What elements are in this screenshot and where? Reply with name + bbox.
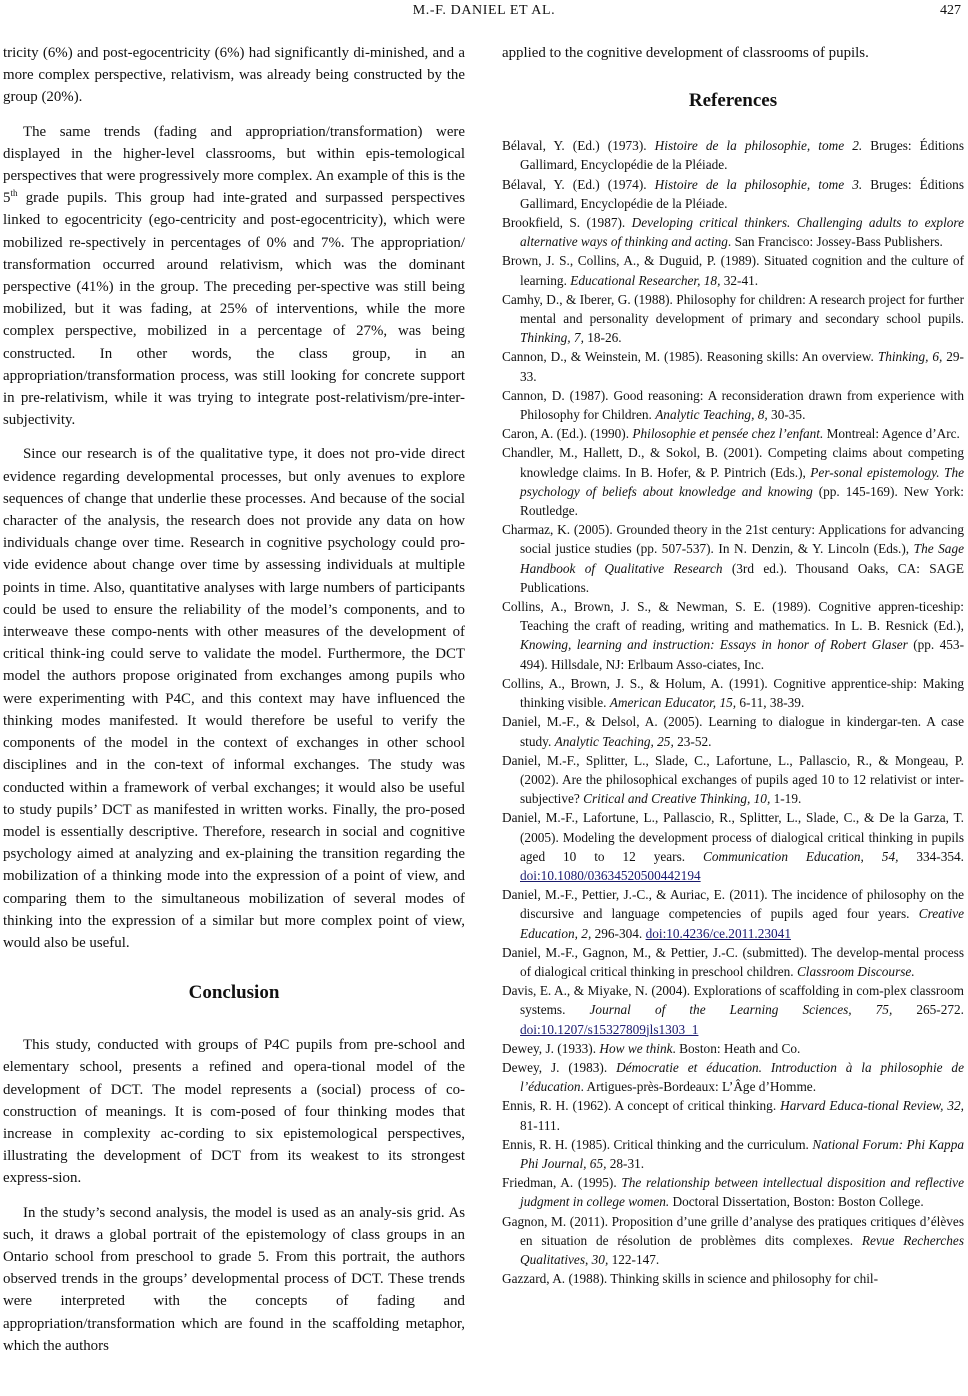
running-header bbox=[0, 0, 968, 22]
reference-source: How we think bbox=[599, 1040, 673, 1056]
reference-source: Analytic Teaching, 25, bbox=[554, 733, 674, 749]
reference-entry bbox=[502, 1269, 964, 1288]
reference-text: Dewey, J. (1933). bbox=[502, 1040, 600, 1056]
paragraph-text: grade pupils. This group had inte-grated and surpassed perspectives linked to egocentricity (ego-centricity and post-egocentricity), which were mobilized re-spectively in percentages of 0% and 7%. The appropriation/ transformation occurred around relativism, which was the dominant perspective (41%) in the group. The preceding per-spective was still being mobilized, but it was fading, at 25% of interventions, while the more complex perspective, mobilized in a percentage of 27%, was being constructed. In other words, the class group, in an appropriation/transformation process, was still looking for concrete support in pre-relativism, while it was trying to integrate post-relativism/pre-inter-subjectivity. bbox=[3, 190, 465, 429]
reference-source: Journal of the Learning Sciences, 75, bbox=[589, 1002, 893, 1018]
paragraph: In the study’s second analysis, the model is used as an analy-sis grid. As such, it draws a global portrait of the epistemology of class groups in an Ontario school from preschool to grade 5. From this portrait, the authors observed trends in the groups’ developmental process of DCT. These trends were interpreted with the concepts of fading and appropriation/transformation which are found in the scaffolding metaphor, which the authors bbox=[3, 1204, 465, 1354]
reference-source: Educational Researcher, 18, bbox=[570, 272, 721, 288]
reference-entry bbox=[502, 712, 964, 750]
reference-text: Cannon, D., & Weinstein, M. (1985). Reasoning skills: An overview. bbox=[502, 349, 878, 365]
reference-entry bbox=[502, 885, 964, 943]
reference-text: 29-33. bbox=[520, 349, 964, 384]
reference-text: Collins, A., Brown, J. S., & Newman, S. E. (1989). Cognitive appren-ticeship: Teaching the craft of reading, writing and mathematics. In L. B. Resnick (Ed.), bbox=[502, 599, 964, 634]
reference-text: 30-35. bbox=[767, 407, 806, 423]
reference-text: 1-19. bbox=[770, 791, 802, 807]
reference-entry bbox=[502, 251, 964, 289]
reference-source: The Sage Handbook of Qualitative Research bbox=[520, 541, 964, 576]
paragraph bbox=[3, 121, 465, 432]
reference-text: Friedman, A. (1995). bbox=[502, 1175, 622, 1191]
reference-source: Histoire de la philosophie, tome 3. bbox=[654, 176, 863, 192]
paragraph: applied to the cognitive development of classrooms of pupils. bbox=[502, 45, 869, 61]
reference-entry bbox=[502, 443, 964, 520]
reference-text: 28-31. bbox=[606, 1155, 645, 1171]
reference-text: (pp. 453-494). Hillsdale, NJ: Erlbaum Asso-ciates, Inc. bbox=[520, 637, 965, 672]
reference-text: . San Francisco: Jossey-Bass Publishers. bbox=[727, 234, 943, 250]
reference-source: Thinking, 6, bbox=[877, 349, 943, 365]
reference-source: Communication Education, 54, bbox=[703, 848, 899, 864]
reference-text: (3rd ed.). Thousand Oaks, CA: SAGE Publications. bbox=[520, 560, 965, 595]
reference-source: Creative Education, 2, bbox=[520, 906, 964, 941]
reference-text: 18-26. bbox=[583, 330, 622, 346]
reference-source: Developing critical thinkers. Challenging adults to explore alternative ways of thinking and acting bbox=[520, 215, 964, 250]
reference-text: Gazzard, A. (1988). Thinking skills in science and philosophy for chil- bbox=[502, 1271, 879, 1287]
reference-text: Bélaval, Y. (Ed.) (1974). bbox=[502, 176, 655, 192]
reference-entry bbox=[502, 674, 964, 712]
references-heading: References bbox=[688, 90, 778, 112]
reference-entry bbox=[502, 597, 964, 674]
superscript: th bbox=[10, 188, 18, 199]
reference-source: Histoire de la philosophie, tome 2. bbox=[654, 138, 863, 154]
reference-source: Revue Recherches Qualitatives bbox=[520, 1232, 964, 1267]
reference-source: Classroom Discourse. bbox=[796, 963, 915, 979]
paragraph-text: The same trends (fading and appropriation/transformation) were displayed in the higher-level classrooms, but within epis-temological perspectives that were progressively more complex. An example of this is the 5 bbox=[3, 123, 465, 207]
reference-entry bbox=[502, 290, 964, 348]
reference-text: Brown, J. S., Collins, A., & Duguid, P. (1989). Situated cognition and the culture of learning. bbox=[502, 253, 964, 288]
reference-text: Caron, A. (Ed.). (1990). bbox=[502, 426, 633, 442]
reference-source: Per-sonal epistemology. The psychology of beliefs about knowledge and knowing bbox=[520, 464, 964, 499]
reference-text: Brookfield, S. (1987). bbox=[502, 215, 632, 231]
reference-text: Bélaval, Y. (Ed.) (1973). bbox=[502, 138, 655, 154]
reference-entry bbox=[502, 1058, 964, 1096]
reference-text: . Boston: Heath and Co. bbox=[672, 1040, 801, 1056]
reference-source: Thinking, 7, bbox=[520, 330, 584, 346]
paragraph: Since our research is of the qualitative type, it does not pro-vide direct evidence regarding developmental processes, but only avenues to explore sequences of change that underlie these processes. And because of the social character of the analysis, the research does not provide any data on how individuals change over time. Research in cognitive psychology could pro-vide evidence about change over time by assessing individuals at multiple points in time. Also, quantitative analyses with large numbers of participants could be used to ensure the reliability of the model’s components, and to interweave these compo-nents with other measures of the development of critical think-ing could serve to validate the model. Furthermore, the DCT model the authors propose originated from exchanges among pupils who were experimenting with P4C, and this context may have influenced the thinking modes manifested. It would therefore be useful to verify the components of the model in the context of exchanges in other school disciplines and in the con-text of informal exchanges. The study was conducted within a framework of verbal exchanges; it would also be useful to study pupils’ DCT as manifested in written works. Finally, the pro-posed model is essentially descriptive. Therefore, research in social and cognitive psychology aimed at analyzing and ex-plaining the transition regarding the mobilization of a thinking mode into the expression of a point of view, and comparing them to the simultaneous mobilization of several modes of thinking into the expression of a similar but more complex point of view, would also be useful. bbox=[3, 446, 465, 951]
reference-text: 23-52. bbox=[673, 733, 712, 749]
reference-text: Dewey, J. (1983). bbox=[502, 1059, 617, 1075]
reference-text: Daniel, M.-F., & Delsol, A. (2005). Learning to dialogue in kindergar-ten. A case study. bbox=[502, 714, 964, 749]
reference-text: Doctoral Dissertation, Boston: Boston College. bbox=[669, 1194, 924, 1210]
running-title: M.-F. DANIEL ET AL. bbox=[412, 3, 556, 18]
paragraph: tricity (6%) and post-egocentricity (6%) had significantly di-minished, and a more complex perspective, relativism, was already being constructed by the group (20%). bbox=[3, 45, 465, 106]
left-column bbox=[3, 42, 465, 1357]
reference-text: Gagnon, M. (2011). Proposition d’une grille d’analyse des pratiques critiques d’élèves en situation de résolution de problèmes dits complexes. bbox=[502, 1213, 964, 1248]
reference-text: 32-41. bbox=[720, 272, 759, 288]
doi-link[interactable]: doi:10.1080/03634520500442194 bbox=[520, 867, 701, 883]
reference-text: 81-111. bbox=[520, 1117, 561, 1133]
reference-text: 334-354. bbox=[898, 848, 965, 864]
reference-text: Ennis, R. H. (1985). Critical thinking and the curriculum. bbox=[502, 1136, 813, 1152]
reference-source: Démocratie et éducation. Introduction à la philosophie de l’éducation bbox=[520, 1059, 964, 1095]
reference-entry bbox=[502, 1135, 964, 1173]
reference-source: American Educator, 15, bbox=[609, 695, 737, 711]
reference-source: The relationship between intellectual disposition and reflective judgment in college women. bbox=[520, 1175, 964, 1210]
reference-entry bbox=[502, 424, 964, 443]
reference-text: (pp. 145-169). New York: Routledge. bbox=[520, 483, 964, 519]
reference-text: Ennis, R. H. (1962). A concept of critical thinking. bbox=[502, 1098, 781, 1114]
reference-entry bbox=[502, 808, 964, 885]
reference-source: Harvard Educa-tional Review, 32, bbox=[780, 1098, 964, 1114]
reference-entry bbox=[502, 175, 964, 213]
reference-entry bbox=[502, 943, 964, 981]
reference-text: Cannon, D. (1987). Good reasoning: A reconsideration drawn from experience with Philosophy for Children. bbox=[502, 387, 964, 423]
reference-entry bbox=[502, 1173, 964, 1211]
reference-text: Collins, A., Brown, J. S., & Holum, A. (1991). Cognitive apprentice-ship: Making thinking visible. bbox=[502, 675, 964, 711]
conclusion-heading: Conclusion bbox=[188, 982, 280, 1004]
reference-text: Daniel, M.-F., Lafortune, L., Pallascio, R., Splitter, L., Slade, C., & De la Garza, T. (2005). Modeling the development process of dialogical critical thinking in pupils aged 10 to 12 years. bbox=[502, 810, 964, 864]
reference-text: Daniel, M.-F., Gagnon, M., & Pettier, J.-C. (submitted). The develop-mental process of dialogical critical thinking in preschool children. bbox=[502, 944, 964, 979]
reference-text: . Artigues-près-Bordeaux: L’Âge d’Homme. bbox=[580, 1079, 817, 1095]
reference-text: Camhy, D., & Iberer, G. (1988). Philosophy for children: A research project for further mental and personality development of primary and secondary school pupils. bbox=[502, 291, 964, 327]
paragraph: This study, conducted with groups of P4C pupils from pre-school and elementary school, presents a refined and opera-tional model of the development of DCT. The model represents a (social) process of co-construction of meanings. It is com-posed of four thinking modes that increase in complexity ac-cording to six epistemological perspectives, illustrating the development of DCT from its weakest to its strongest express-sion. bbox=[3, 1037, 465, 1187]
reference-entry bbox=[502, 347, 964, 385]
reference-text: 122-147. bbox=[608, 1251, 660, 1267]
reference-list bbox=[502, 136, 964, 1288]
reference-entry bbox=[502, 1039, 964, 1058]
reference-entry bbox=[502, 751, 964, 809]
reference-entry bbox=[502, 386, 964, 424]
reference-text: Daniel, M.-F., Pettier, J.-C., & Auriac, E. (2011). The incidence of philosophy on the discursive and language competencies of pupils aged four years. bbox=[502, 887, 964, 922]
reference-entry bbox=[502, 1212, 964, 1270]
page-number: 427 bbox=[940, 3, 961, 18]
reference-source: Philosophie et pensée chez l’enfant. bbox=[632, 426, 824, 442]
reference-source: 30, bbox=[591, 1251, 609, 1267]
reference-entry bbox=[502, 520, 964, 597]
reference-text: 6-11, 38-39. bbox=[736, 695, 805, 711]
reference-text: Charmaz, K. (2005). Grounded theory in the 21st century: Applications for advancing social justice studies (pp. 507-537). In N. Denzin, & Y. Lincoln (Eds.), bbox=[502, 522, 964, 557]
reference-source: Critical and Creative Thinking, 10, bbox=[583, 791, 771, 807]
reference-text: Bruges: Éditions Gallimard, Encyclopédie de la Pléiade. bbox=[520, 176, 964, 211]
reference-source: National Forum: Phi Kappa Phi Journal, 65, bbox=[520, 1136, 964, 1171]
reference-source: Analytic Teaching, 8, bbox=[655, 407, 768, 423]
doi-link[interactable]: doi:10.4236/ce.2011.23041 bbox=[645, 925, 791, 941]
reference-entry bbox=[502, 981, 964, 1039]
reference-entry bbox=[502, 136, 964, 174]
reference-text: Bruges: Éditions Gallimard, Encyclopédie de la Pléiade. bbox=[520, 138, 964, 173]
right-column bbox=[502, 42, 964, 1288]
reference-text: Chandler, M., Hallett, D., & Sokol, B. (2001). Competing claims about competing knowledge claims. In B. Hofer, & P. Pintrich (Eds.), bbox=[502, 445, 964, 480]
reference-text: Davis, E. A., & Miyake, N. (2004). Explorations of scaffolding in com-plex classroom systems. bbox=[502, 983, 964, 1018]
reference-entry bbox=[502, 1096, 964, 1134]
reference-entry bbox=[502, 213, 964, 251]
reference-source: Knowing, learning and instruction: Essays in honor of Robert Glaser bbox=[520, 637, 908, 653]
doi-link[interactable]: doi:10.1207/s15327809jls1303_1 bbox=[520, 1021, 699, 1037]
reference-text: Montreal: Agence d’Arc. bbox=[823, 426, 960, 442]
reference-text: Daniel, M.-F., Splitter, L., Slade, C., Lafortune, L., Pallascio, R., & Mongeau, P. (2002). Are the philosophical exchanges of pupils aged 10 to 12 relativist or inter-subjective? bbox=[502, 752, 964, 807]
reference-text: 265-272. bbox=[892, 1002, 965, 1018]
reference-text: , bbox=[585, 1251, 592, 1267]
reference-text: 296-304. bbox=[591, 925, 646, 941]
